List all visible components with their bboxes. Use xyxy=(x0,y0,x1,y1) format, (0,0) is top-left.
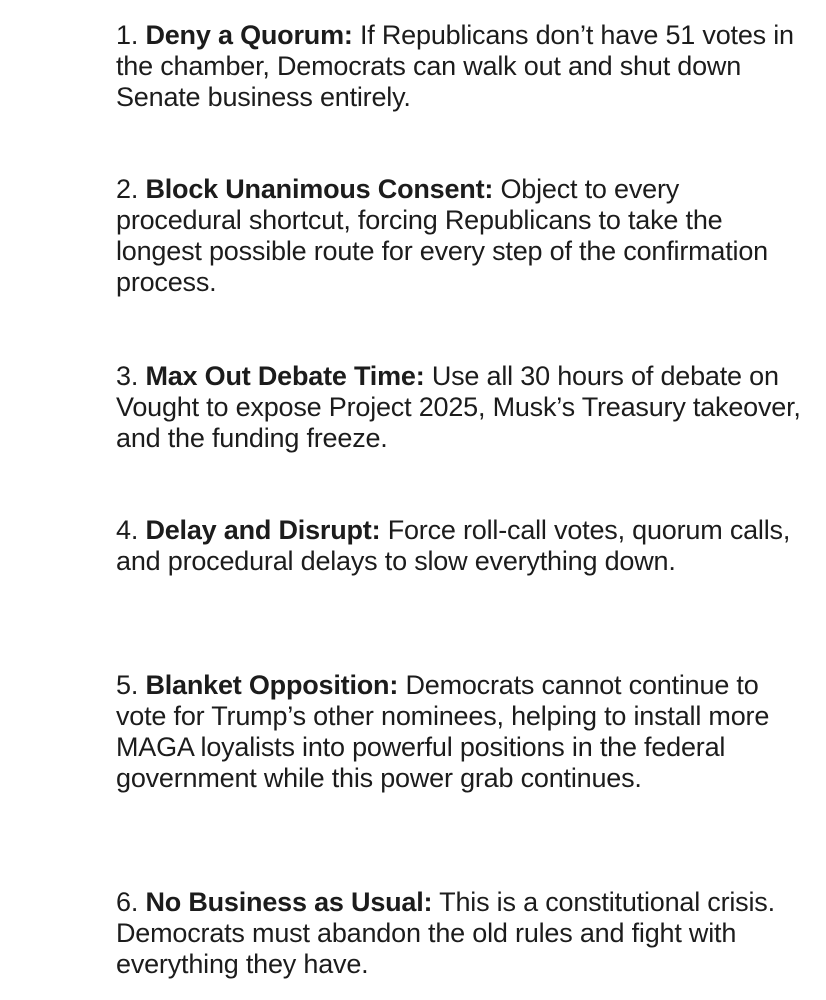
list-item-block-unanimous-consent xyxy=(116,174,806,298)
item-heading: Max Out Debate Time: xyxy=(145,361,425,391)
list-item-no-business-as-usual xyxy=(116,887,806,980)
item-number: 2. xyxy=(116,174,139,204)
item-text: Object to every procedural shortcut, forcing Republicans to take the longest possible route for every step of the confirmation process. xyxy=(116,174,768,297)
item-number: 5. xyxy=(116,670,139,700)
item-heading: Deny a Quorum: xyxy=(145,20,353,50)
item-text: This is a constitutional crisis. Democrats must abandon the old rules and fight with everything they have. xyxy=(116,887,775,979)
item-text: Use all 30 hours of debate on Vought to expose Project 2025, Musk’s Treasury takeover, and the funding freeze. xyxy=(116,361,801,453)
item-number: 3. xyxy=(116,361,139,391)
item-number: 6. xyxy=(116,887,139,917)
item-text: Force roll-call votes, quorum calls, and procedural delays to slow everything down. xyxy=(116,515,791,576)
item-heading: Blanket Opposition: xyxy=(145,670,399,700)
item-text: Democrats cannot continue to vote for Trump’s other nominees, helping to install more MAGA loyalists into powerful positions in the federal government while this power grab continues. xyxy=(116,670,770,793)
item-heading: Delay and Disrupt: xyxy=(145,515,381,545)
item-number: 1. xyxy=(116,20,139,50)
item-heading: Block Unanimous Consent: xyxy=(145,174,494,204)
list-item-max-out-debate-time xyxy=(116,361,806,454)
list-item-delay-and-disrupt xyxy=(116,515,806,577)
item-text: If Republicans don’t have 51 votes in the chamber, Democrats can walk out and shut down Senate business entirely. xyxy=(116,20,794,112)
list-item-deny-quorum xyxy=(116,20,806,113)
item-number: 4. xyxy=(116,515,139,545)
item-heading: No Business as Usual: xyxy=(145,887,433,917)
list-item-blanket-opposition xyxy=(116,670,806,794)
